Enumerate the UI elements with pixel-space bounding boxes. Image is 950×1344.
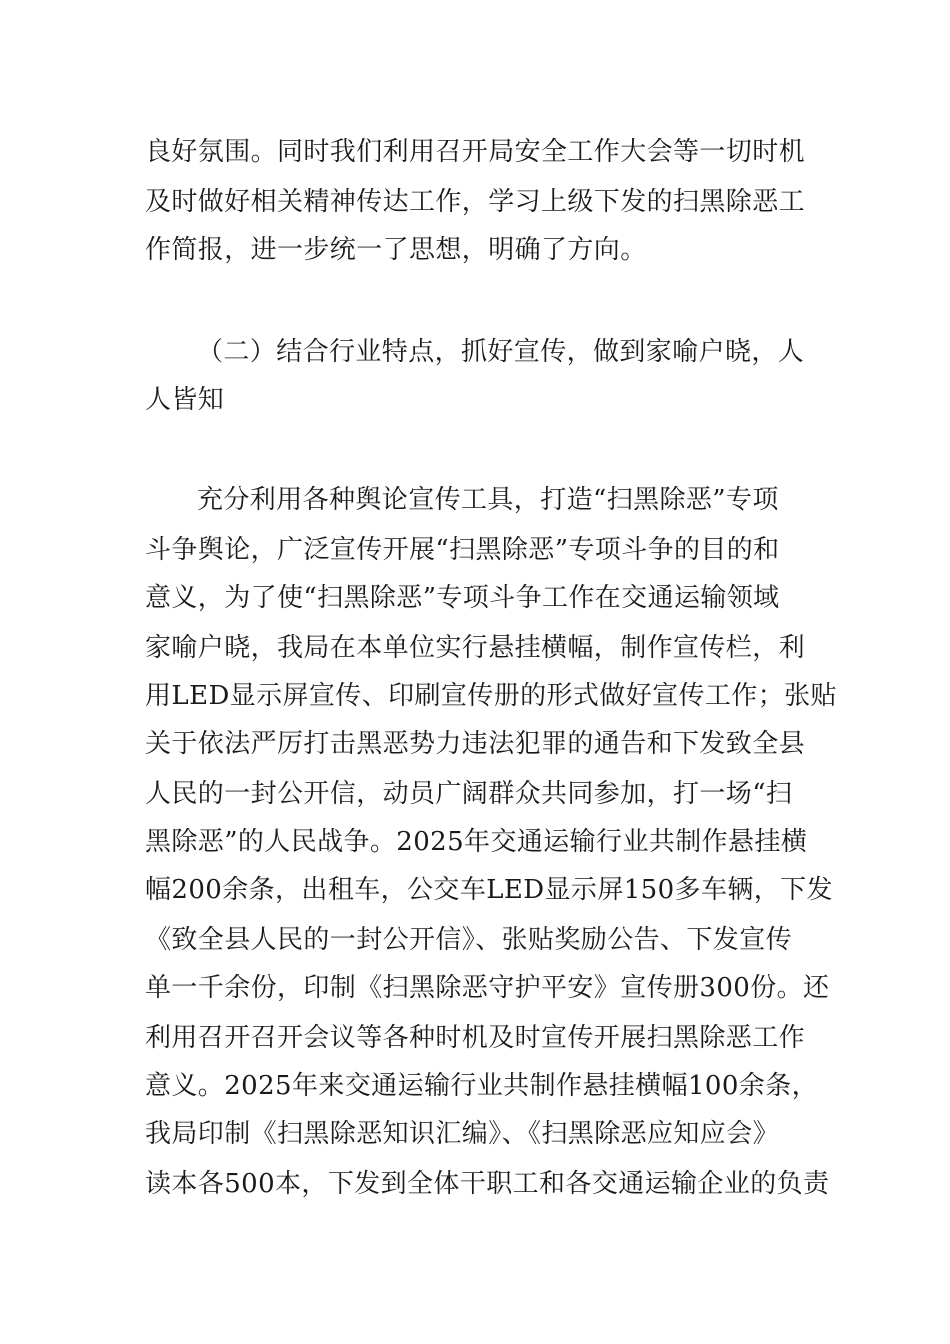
paragraph-2-line: 意义，为了使“扫黑除恶”专项斗争工作在交通运输领域	[145, 583, 780, 613]
paragraph-2-line: 关于依法严厉打击黑恶势力违法犯罪的通告和下发致全县	[145, 729, 806, 759]
paragraph-2-line: 用LED显示屏宣传、印刷宣传册的形式做好宣传工作；张贴	[145, 681, 837, 711]
paragraph-2-line: 《致全县人民的一封公开信》、张贴奖励公告、下发宣传	[145, 925, 793, 955]
paragraph-1-line: 及时做好相关精神传达工作，学习上级下发的扫黑除恶工	[145, 187, 806, 217]
paragraph-2-line: 充分利用各种舆论宣传工具，打造“扫黑除恶”专项	[197, 485, 779, 515]
paragraph-2-line: 家喻户晓，我局在本单位实行悬挂横幅，制作宣传栏，利	[145, 633, 806, 663]
section-heading-line: 人皆知	[145, 385, 225, 415]
paragraph-2-line: 单一千余份，印制《扫黑除恶守护平安》宣传册300份。还	[145, 973, 830, 1003]
paragraph-1-line: 良好氛围。同时我们利用召开局安全工作大会等一切时机	[145, 137, 806, 167]
section-heading-line: （二）结合行业特点，抓好宣传，做到家喻户晓，人	[197, 337, 805, 367]
paragraph-2-line: 我局印制《扫黑除恶知识汇编》、《扫黑除恶应知应会》	[145, 1119, 780, 1149]
paragraph-2-line: 人民的一封公开信，动员广阔群众共同参加，打一场“扫	[145, 779, 793, 809]
paragraph-2-line: 读本各500本，下发到全体干职工和各交通运输企业的负责	[145, 1169, 830, 1199]
paragraph-2-line: 黑除恶”的人民战争。2025年交通运输行业共制作悬挂横	[145, 827, 808, 857]
paragraph-2-line: 利用召开召开会议等各种时机及时宣传开展扫黑除恶工作	[145, 1023, 806, 1053]
paragraph-2-line: 意义。2025年来交通运输行业共制作悬挂横幅100余条，	[145, 1071, 818, 1101]
paragraph-1-line: 作简报，进一步统一了思想，明确了方向。	[145, 235, 647, 265]
paragraph-2-line: 幅200余条，出租车，公交车LED显示屏150多车辆，下发	[145, 875, 833, 905]
paragraph-2-line: 斗争舆论，广泛宣传开展“扫黑除恶”专项斗争的目的和	[145, 535, 780, 565]
